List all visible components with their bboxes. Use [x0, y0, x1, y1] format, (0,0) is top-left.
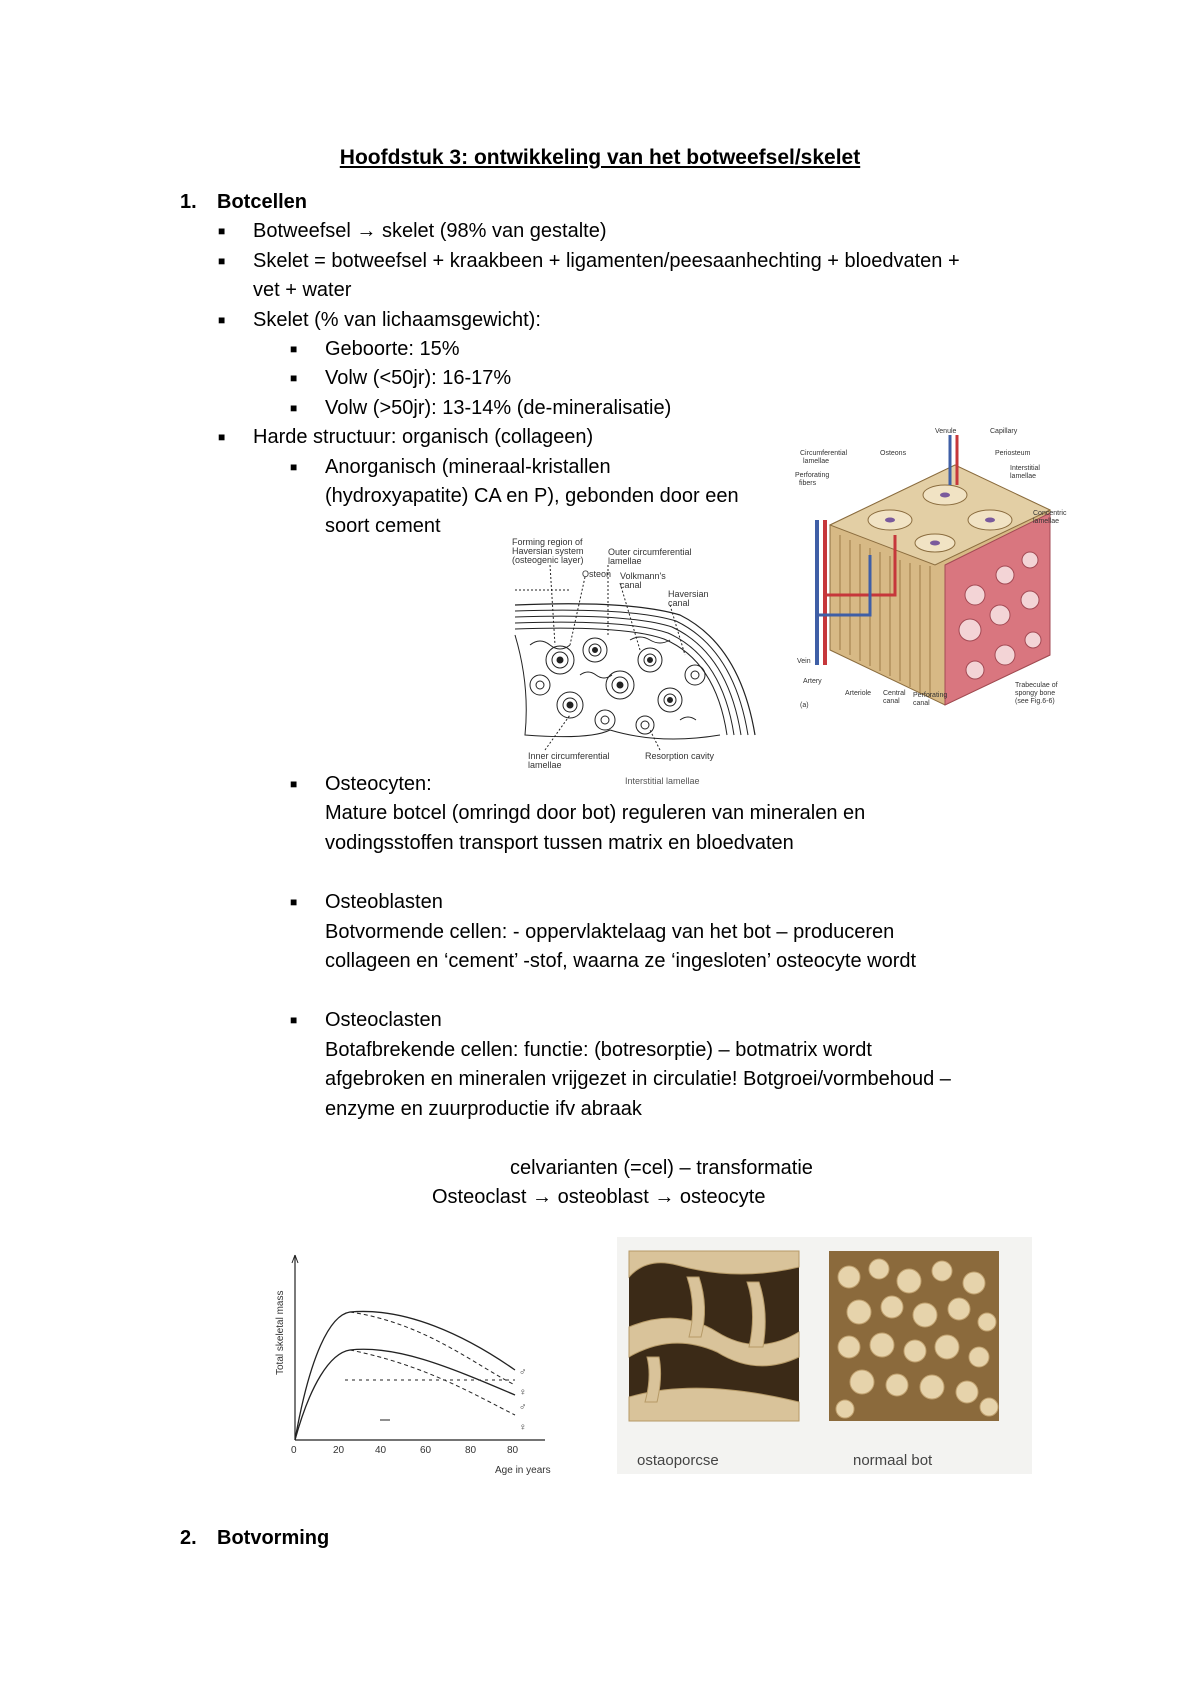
axis-tick: 20 — [333, 1445, 345, 1456]
figure-label: Perforating — [795, 472, 830, 479]
list-item-continuation: soort cement — [325, 515, 441, 537]
bone-photos-figure — [617, 1237, 1032, 1474]
curve-male — [295, 1311, 515, 1440]
paragraph-line: Botvormende cellen: - oppervlaktelaag van het bot – produceren — [325, 921, 895, 943]
figure-label: Volkmann's — [620, 571, 666, 581]
figure-label: (a) — [800, 702, 809, 709]
curve-male-dashed — [350, 1312, 515, 1385]
figure-label: Interstitial lamellae — [625, 776, 700, 786]
figure-label: Capillary — [990, 428, 1018, 435]
bullet-icon: ■ — [290, 460, 298, 474]
list-item-continuation: vet + water — [253, 279, 352, 301]
figure-label: canal — [913, 700, 930, 707]
figure-label: Osteon — [582, 569, 612, 579]
list-item: Anorganisch (mineraal-kristallen — [325, 456, 611, 478]
page-title: Hoofdstuk 3: ontwikkeling van het botweefsel/skelet — [339, 146, 861, 169]
figure-label: spongy bone — [1015, 690, 1056, 697]
figure-label: Circumferential — [800, 450, 848, 457]
figure-label: Concentric — [1033, 510, 1067, 517]
paragraph-line: enzyme en zuurproductie ifv abraak — [325, 1098, 642, 1120]
figure-label: fibers — [799, 480, 817, 487]
figure-label: lamellae — [608, 556, 642, 566]
axis-tick: 80 — [507, 1445, 519, 1456]
figure-label: Outer circumferential — [608, 547, 692, 557]
list-item: Volw (<50jr): 16-17% — [325, 367, 512, 389]
osteocyten-label: Osteocyten: — [325, 773, 432, 795]
celvarianten-line: celvarianten (=cel) – transformatie — [510, 1157, 813, 1179]
figure-label: Trabeculae of — [1015, 682, 1058, 689]
figure-label: lamellae — [1033, 518, 1060, 525]
curve-female — [295, 1349, 515, 1440]
bullet-icon: ■ — [218, 224, 226, 238]
paragraph-line: afgebroken en mineralen vrijgezet in circulatie! Botgroei/vormbehoud – — [325, 1068, 951, 1090]
figure-label: lamellae — [1010, 473, 1037, 480]
bullet-icon: ■ — [218, 254, 226, 268]
figure-label: Vein — [797, 658, 811, 665]
axis-tick: 40 — [375, 1445, 387, 1456]
normal-bone-label: normaal bot — [853, 1452, 933, 1469]
bullet-icon: ■ — [290, 401, 298, 415]
figure-label: Arteriole — [845, 690, 872, 697]
figure-label: Haversian — [668, 589, 709, 599]
section-2-number: 2. — [180, 1527, 197, 1549]
figure-label: canal — [668, 598, 690, 608]
paragraph-line: collageen en ‘cement’ -stof, waarna ze ‘ingesloten’ osteocyte wordt — [325, 950, 917, 972]
figure-label: (osteogenic layer) — [512, 555, 584, 565]
figure-label: Artery — [803, 678, 822, 685]
figure-label: canal — [883, 698, 900, 705]
y-axis-label: Total skeletal mass — [275, 1290, 286, 1375]
svg-text:♀: ♀ — [519, 1422, 527, 1433]
axis-tick: 0 — [291, 1445, 297, 1456]
list-item-continuation: (hydroxyapatite) CA en P), gebonden door een — [325, 485, 739, 507]
figure-label: Interstitial — [1010, 465, 1040, 472]
figure-label: Central — [883, 690, 906, 697]
figure-label: Osteons — [880, 450, 907, 457]
svg-text:♂: ♂ — [519, 1402, 527, 1413]
figure-label: Forming region of — [512, 537, 583, 547]
section-1-number: 1. — [180, 191, 197, 213]
paragraph-line: vodingsstoffen transport tussen matrix en bloedvaten — [325, 832, 794, 854]
curve-female-dashed — [350, 1350, 515, 1415]
figure-label: Inner circumferential — [528, 751, 610, 761]
list-item: Harde structuur: organisch (collageen) — [253, 426, 594, 448]
figure-label: canal — [620, 580, 642, 590]
figure-label: Haversian system — [512, 546, 584, 556]
osteoclasten-label: Osteoclasten — [325, 1009, 442, 1031]
figure-label: Perforating — [913, 692, 948, 699]
figure-label: lamellae — [528, 760, 562, 770]
osteoporosis-label: ostaoporcse — [637, 1452, 719, 1469]
osteoblasten-label: Osteoblasten — [325, 891, 443, 913]
bullet-icon: ■ — [290, 895, 298, 909]
bullet-icon: ■ — [290, 371, 298, 385]
axis-tick: 80 — [465, 1445, 477, 1456]
bullet-icon: ■ — [290, 777, 298, 791]
list-item: Skelet = botweefsel + kraakbeen + ligamenten/peesaanhechting + bloedvaten + — [253, 250, 960, 272]
list-item: Volw (>50jr): 13-14% (de-mineralisatie) — [325, 397, 672, 419]
bullet-icon: ■ — [290, 342, 298, 356]
bullet-icon: ■ — [218, 313, 226, 327]
section-1-heading: Botcellen — [217, 191, 308, 213]
figure-label: lamellae — [803, 458, 830, 465]
list-item: Skelet (% van lichaamsgewicht): — [253, 309, 541, 331]
x-axis-label: Age in years — [495, 1465, 551, 1476]
list-item: Geboorte: 15% — [325, 338, 460, 360]
figure-label: Periosteum — [995, 450, 1031, 457]
axis-tick: 60 — [420, 1445, 432, 1456]
transformation-line: Osteoclast → osteoblast → osteocyte — [432, 1186, 766, 1208]
list-item: Botweefsel → skelet (98% van gestalte) — [253, 220, 607, 242]
svg-text:♀: ♀ — [519, 1387, 527, 1398]
paragraph-line: Botafbrekende cellen: functie: (botresorptie) – botmatrix wordt — [325, 1039, 872, 1061]
paragraph-line: Mature botcel (omringd door bot) reguleren van mineralen en — [325, 802, 866, 824]
haversian-system-figure — [510, 535, 780, 775]
svg-text:♂: ♂ — [519, 1367, 527, 1378]
figure-label: Venule — [935, 428, 957, 435]
compact-bone-3d-figure — [795, 425, 1080, 715]
section-2-heading: Botvorming — [217, 1527, 330, 1549]
bullet-icon: ■ — [290, 1013, 298, 1027]
skeletal-mass-graph — [275, 1245, 560, 1485]
bullet-icon: ■ — [218, 430, 226, 444]
figure-label: Resorption cavity — [645, 751, 715, 761]
figure-label: (see Fig.6-6) — [1015, 698, 1055, 705]
